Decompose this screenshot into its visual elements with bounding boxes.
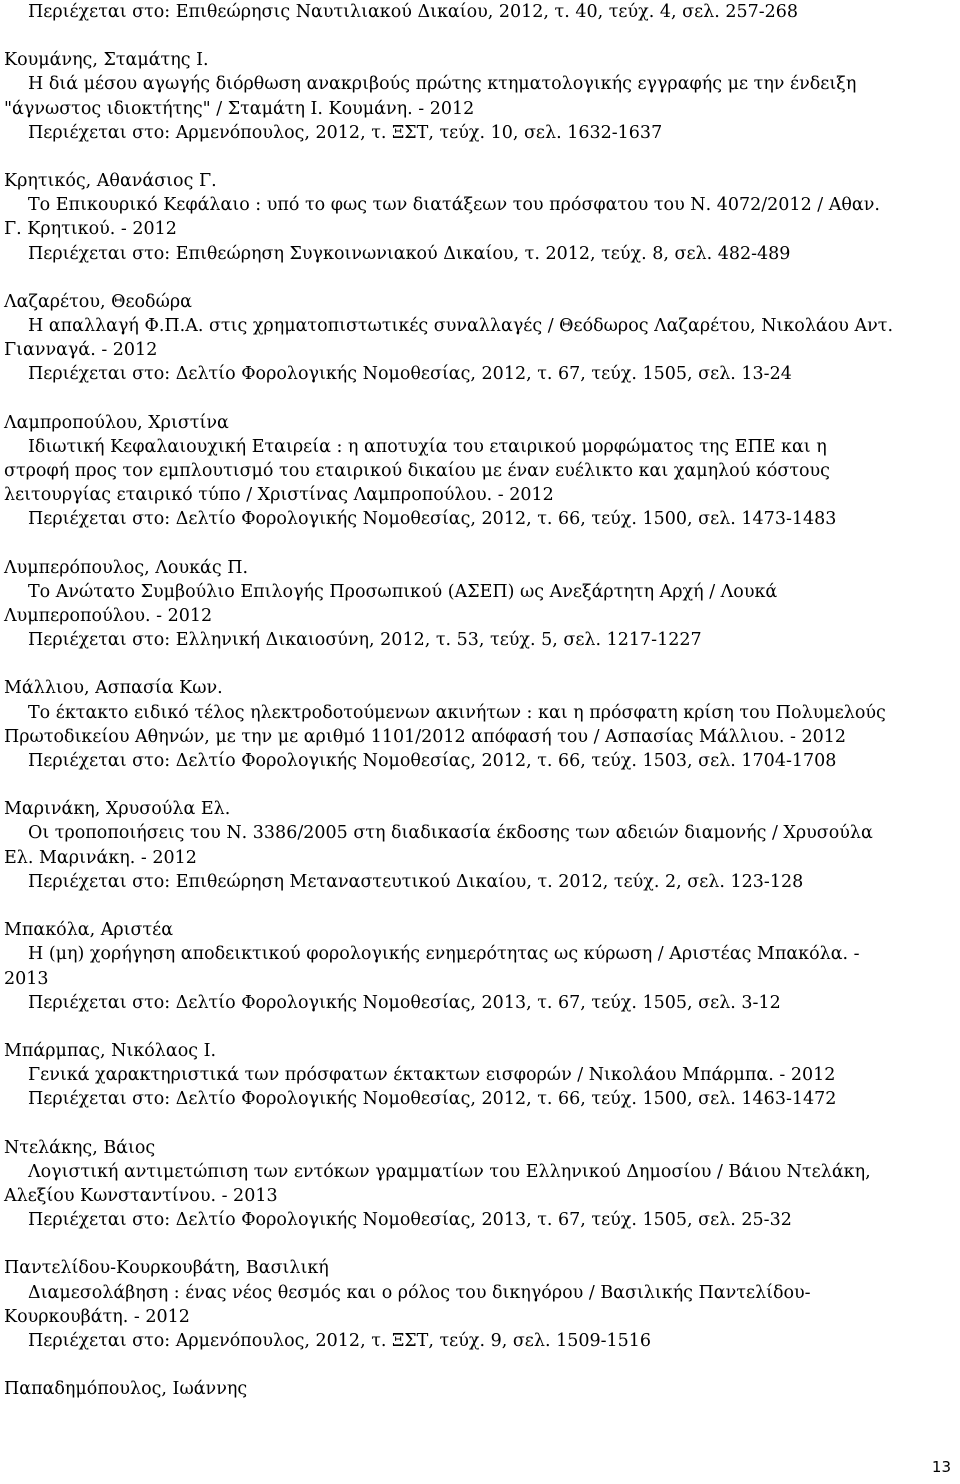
title-line: Το Επικουρικό Κεφάλαιο : υπό το φως των διατάξεων του πρόσφατου του Ν. 4072/2012 / Αθαν. <box>28 195 880 216</box>
title-line: Η (μη) χορήγηση αποδεικτικού φορολογικής ενημερότητας ως κύρωση / Αριστέας Μπακόλα. - <box>28 944 860 965</box>
author-name: Κρητικός, Αθανάσιος Γ. <box>4 171 217 192</box>
bibliography-entry <box>4 1256 944 1353</box>
title-line: Ιδιωτική Κεφαλαιουχική Εταιρεία : η αποτυχία του εταιρικού μορφώματος της ΕΠΕ και η <box>28 436 827 457</box>
title-line: Γ. Κρητικού. - 2012 <box>4 219 177 240</box>
source-line: Περιέχεται στο: Επιθεώρηση Μεταναστευτικού Δικαίου, τ. 2012, τεύχ. 2, σελ. 123-128 <box>28 871 804 892</box>
author-name: Λαμπροπούλου, Χριστίνα <box>4 412 229 433</box>
author-name: Παντελίδου-Κουρκουβάτη, Βασιλική <box>4 1258 329 1279</box>
title-line: Η απαλλαγή Φ.Π.Α. στις χρηματοπιστωτικές συναλλαγές / Θεόδωρος Λαζαρέτου, Νικολάου Αντ. <box>28 316 894 337</box>
source-line: Περιέχεται στο: Επιθεώρηση Συγκοινωνιακού Δικαίου, τ. 2012, τεύχ. 8, σελ. 482-489 <box>28 243 791 264</box>
previous-entry-source <box>4 0 944 24</box>
source-line: Περιέχεται στο: Ελληνική Δικαιοσύνη, 2012, τ. 53, τεύχ. 5, σελ. 1217-1227 <box>28 630 702 651</box>
title-line: λειτουργίας εταιρικό τύπο / Χριστίνας Λαμπροπούλου. - 2012 <box>4 485 554 506</box>
author-name: Μαρινάκη, Χρυσούλα Ελ. <box>4 799 231 820</box>
bibliography-entry <box>4 169 944 266</box>
author-name: Κουμάνης, Σταμάτης Ι. <box>4 50 209 71</box>
title-line: στροφή προς τον εμπλουτισμό του εταιρικού δικαίου με έναν ευέλικτο και χαμηλού κόστους <box>4 461 830 482</box>
title-line: Διαμεσολάβηση : ένας νέος θεσμός και ο ρόλος του δικηγόρου / Βασιλικής Παντελίδου- <box>28 1282 811 1303</box>
source-line: Περιέχεται στο: Δελτίο Φορολογικής Νομοθεσίας, 2012, τ. 66, τεύχ. 1500, σελ. 1463-1472 <box>28 1089 837 1110</box>
title-line: Λυμπεροπούλου. - 2012 <box>4 606 213 627</box>
author-name: Ντελάκης, Βάιος <box>4 1137 156 1158</box>
page-number: 13 <box>931 1457 951 1476</box>
bibliography-entry <box>4 1039 944 1112</box>
author-name: Μπακόλα, Αριστέα <box>4 920 174 941</box>
source-line: Περιέχεται στο: Δελτίο Φορολογικής Νομοθεσίας, 2012, τ. 67, τεύχ. 1505, σελ. 13-24 <box>28 364 792 385</box>
bibliography-entry <box>4 290 944 387</box>
author-name: Λαζαρέτου, Θεοδώρα <box>4 291 192 312</box>
source-line: Περιέχεται στο: Δελτίο Φορολογικής Νομοθεσίας, 2012, τ. 66, τεύχ. 1503, σελ. 1704-1708 <box>28 751 837 772</box>
last-entry <box>4 1377 944 1401</box>
title-line: Γιανναγά. - 2012 <box>4 340 158 361</box>
source-line: Περιέχεται στο: Δελτίο Φορολογικής Νομοθεσίας, 2013, τ. 67, τεύχ. 1505, σελ. 25-32 <box>28 1210 792 1231</box>
bibliography-entry <box>4 411 944 532</box>
bibliography-entry <box>4 676 944 773</box>
title-line: Το έκτακτο ειδικό τέλος ηλεκτροδοτούμενων ακινήτων : και η πρόσφατη κρίση του Πολυμελούς <box>28 702 886 723</box>
title-line: Οι τροποποιήσεις του Ν. 3386/2005 στη διαδικασία έκδοσης των αδειών διαμονής / Χρυσούλα <box>28 823 873 844</box>
bibliography-page <box>4 0 944 1425</box>
title-line: 2013 <box>4 968 49 989</box>
title-line: Λογιστική αντιμετώπιση των εντόκων γραμματίων του Ελληνικού Δημοσίου / Βάιου Ντελάκη, <box>28 1161 871 1182</box>
author-name: Μάλλιου, Ασπασία Κων. <box>4 678 223 699</box>
source-line: Περιέχεται στο: Δελτίο Φορολογικής Νομοθεσίας, 2013, τ. 67, τεύχ. 1505, σελ. 3-12 <box>28 992 781 1013</box>
bibliography-entry <box>4 797 944 894</box>
source-line: Περιέχεται στο: Αρμενόπουλος, 2012, τ. ΞΣΤ, τεύχ. 10, σελ. 1632-1637 <box>28 122 663 143</box>
title-line: Γενικά χαρακτηριστικά των πρόσφατων έκτακτων εισφορών / Νικολάου Μπάρμπα. - 2012 <box>28 1065 836 1086</box>
title-line: Το Ανώτατο Συμβούλιο Επιλογής Προσωπικού (ΑΣΕΠ) ως Ανεξάρτητη Αρχή / Λουκά <box>28 581 778 602</box>
author-name: Λυμπερόπουλος, Λουκάς Π. <box>4 557 249 578</box>
title-line: Η διά μέσου αγωγής διόρθωση ανακριβούς πρώτης κτηματολογικής εγγραφής με την ένδειξη <box>28 74 857 95</box>
title-line: Κουρκουβάτη. - 2012 <box>4 1306 190 1327</box>
source-line: Περιέχεται στο: Δελτίο Φορολογικής Νομοθεσίας, 2012, τ. 66, τεύχ. 1500, σελ. 1473-1483 <box>28 509 837 530</box>
author-name: Μπάρμπας, Νικόλαος Ι. <box>4 1040 217 1061</box>
title-line: Ελ. Μαρινάκη. - 2012 <box>4 847 197 868</box>
bibliography-entry <box>4 918 944 1015</box>
title-line: Πρωτοδικείου Αθηνών, με την με αριθμό 1101/2012 απόφασή του / Ασπασίας Μάλλιου. - 2012 <box>4 726 847 747</box>
author-name: Παπαδημόπουλος, Ιωάννης <box>4 1379 248 1400</box>
entries-list <box>4 48 944 1353</box>
bibliography-entry <box>4 1136 944 1233</box>
source-line: Περιέχεται στο: Επιθεώρησις Ναυτιλιακού Δικαίου, 2012, τ. 40, τεύχ. 4, σελ. 257-268 <box>28 2 799 22</box>
bibliography-entry <box>4 556 944 653</box>
title-line: Αλεξίου Κωνσταντίνου. - 2013 <box>4 1185 278 1206</box>
title-line: "άγνωστος ιδιοκτήτης" / Σταμάτη Ι. Κουμάνη. - 2012 <box>4 98 475 119</box>
bibliography-entry <box>4 48 944 145</box>
source-line: Περιέχεται στο: Αρμενόπουλος, 2012, τ. ΞΣΤ, τεύχ. 9, σελ. 1509-1516 <box>28 1330 652 1351</box>
